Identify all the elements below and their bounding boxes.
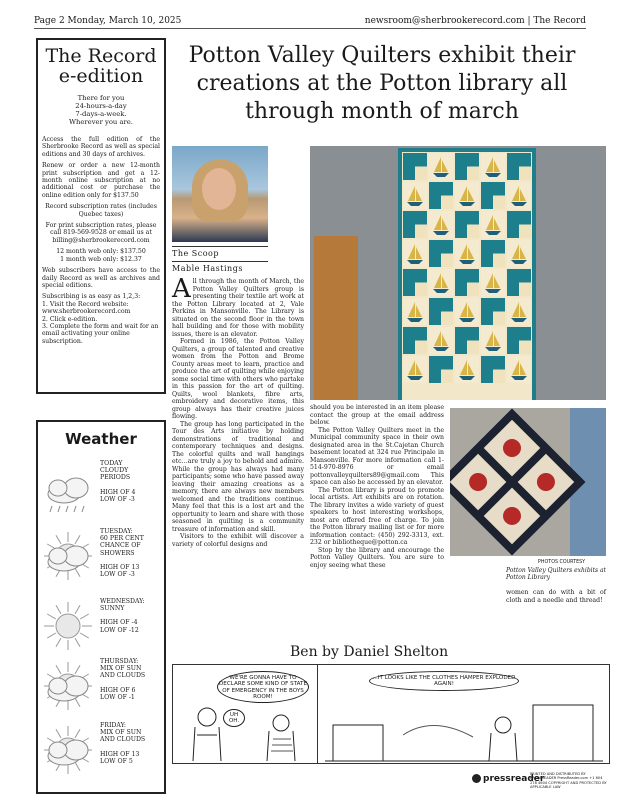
footer-brand: pressreader [483, 774, 545, 784]
sidebar-rates: 12 month web only: $137.50 1 month web only: $12.37 [56, 248, 146, 263]
wall-quilt-photo [450, 408, 606, 556]
title-line-1: The Record [45, 45, 157, 67]
weather-day [38, 526, 164, 606]
tagline-line: Wherever you are. [69, 118, 133, 126]
article-paragraph: The Potton library is proud to promote local artists. Art exhibits are on rotation. The library invites a wide variety of guest speakers to host interesting workshops, most are offered free of charge. To join the Potton library mailing list or for more information contact: (450) 292-3313, ext. 232 or bibliotheque@potton.ca [310, 486, 444, 546]
sidebar-paragraph: Record subscription rates (includes Quebec taxes) [45, 203, 157, 218]
sidebar-paragraph: Renew or order a new 12-month print subscription and get a 12-month online subscription at no additional cost or purchase the online edition only for $137.50 [42, 162, 160, 199]
weather-label: TODAY CLOUDY PERIODS [100, 460, 131, 482]
weather-high: HIGH OF 4 [100, 488, 136, 496]
photo-caption: Potton Valley Quilters exhibits at Potton Library [506, 567, 606, 581]
weather-high: HIGH OF 13 [100, 750, 140, 758]
article-paragraph: women can do with a bit of cloth and a needle and thread! [506, 589, 606, 604]
page-date: Page 2 Monday, March 10, 2025 [34, 16, 182, 26]
weather-title: Weather [65, 430, 137, 448]
article-paragraph: Formed in 1986, the Potton Valley Quilters, a group of talented and creative women from the Potton and Brome County areas meet to learn, practice and produce the art of quilting while enjoying some social time with others who partake in this passion for the art of quilting. Quilts, wool blankets, fibre arts, embroidery and decorative items, this group always has their creative juices flowing. [172, 338, 304, 420]
weather-forecast [100, 658, 162, 701]
sun-cloud-icon [40, 656, 98, 714]
article-paragraph: Stop by the library and encourage the Potton Valley Quilters. You are sure to enjoy seeing what these [310, 546, 444, 569]
page-header [34, 14, 586, 29]
weather-low: LOW OF -1 [100, 693, 135, 701]
byline: Mable Hastings [172, 261, 268, 273]
weather-high: HIGH OF -4 [100, 619, 138, 627]
speech-bubble: UH OH. [223, 709, 245, 727]
article-column-1 [172, 274, 304, 548]
article-column-2 [310, 404, 444, 569]
weather-forecast [100, 528, 162, 578]
e-edition-tagline [38, 94, 164, 126]
section-label: The Scoop [172, 246, 268, 258]
sidebar-paragraph: Web subscribers have access to the daily Record as well as archives and special editions. [42, 267, 160, 289]
weather-high: HIGH OF 6 [100, 686, 136, 694]
comic-title: Ben by Daniel Shelton [290, 644, 449, 660]
photo-credit: PHOTOS COURTESY [538, 560, 586, 565]
weather-box [36, 420, 166, 794]
weather-label: TUESDAY: 60 PER CENT CHANCE OF SHOWERS [100, 528, 144, 557]
weather-forecast [100, 460, 162, 503]
sidebar-steps: Subscribing is as easy as 1,2,3: 1. Visit the Record website: www.sherbrookerecord.com 2. Click e-edition. 3. Complete the form and wait for an email activating your online subscription. [42, 293, 159, 345]
weather-label: WEDNESDAY: SUNNY [100, 598, 145, 613]
sun-cloud-icon [40, 720, 98, 778]
e-edition-title [38, 46, 164, 86]
title-line-2: e-edition [58, 65, 144, 87]
tagline-line: 7-days-a-week. [75, 110, 127, 118]
footer-fineprint: PRINTED AND DISTRIBUTED BY PRESSREADER PressReader.com +1 604 278 4604 COPYRIGHT AND PROTECTED BY APPLICABLE LAW [530, 772, 607, 789]
weather-low: LOW OF -3 [100, 495, 135, 503]
quilt-photo [310, 146, 606, 400]
header-email[interactable]: newsroom@sherbrookerecord.com | The Record [364, 16, 586, 26]
article-headline: Potton Valley Quilters exhibit their creations at the Potton library all through month of march [188, 43, 576, 124]
cloud-icon [40, 458, 98, 516]
article-column-3 [506, 589, 606, 604]
sidebar-paragraph: Access the full edition of the Sherbrooke Record as well as special editions and 30 days of archives. [42, 136, 160, 158]
article-paragraph: The group has long participated in the Tour des Arts initiative by holding demonstrations of traditional and contemporary techniques and designs. The colorful quilts and wall hangings etc…are truly a joy to behold and admire. While the group has always had many participants; some who have passed away leaving their amazing creations as a memory, there are always new members welcomed and the traditions continue. Many feel that this is a lost art and the opportunity to learn and share with those seasoned in quilting is a community treasure of information and skill. [172, 420, 304, 533]
pressreader-icon [472, 774, 481, 783]
tagline-line: 24-hours-a-day [75, 102, 127, 110]
sun-cloud-icon [40, 526, 98, 584]
article-paragraph: Visitors to the exhibit will discover a variety of colorful designs and [172, 533, 304, 548]
sidebar-paragraph: For print subscription rates, please call 819-569-9528 or email us at billing@sherbrookerecord.com [45, 222, 157, 244]
weather-low: LOW OF -12 [100, 626, 139, 634]
weather-low: LOW OF -3 [100, 571, 135, 579]
comic-strip [172, 664, 610, 764]
speech-bubble: ...IT LOOKS LIKE THE CLOTHES HAMPER EXPLODED AGAIN! [369, 671, 519, 691]
sun-icon [40, 596, 98, 654]
weather-low: LOW OF 5 [100, 757, 133, 765]
weather-high: HIGH OF 13 [100, 563, 140, 571]
author-photo [172, 146, 268, 242]
weather-forecast [100, 722, 162, 765]
article-paragraph: The Potton Valley Quilters meet in the Municipal community space in their own designated area in the St.Cajetan Church basement located at 324 rue Principale in Mansonville. For more information call 1-514-970-8976 or email pottonvalleyquilters89@gmail.com This space can also be accessed by an elevator. [310, 426, 444, 486]
weather-label: THURSDAY: MIX OF SUN AND CLOUDS [100, 658, 146, 680]
article-section [172, 246, 268, 276]
weather-day [38, 720, 164, 800]
weather-forecast [100, 598, 162, 634]
tagline-line: There for you [77, 94, 125, 102]
article-paragraph: All through the month of March, the Potton Valley Quilters group is presenting their textile art work at the Potton Library located at 2, Vale Perkins in Mansonville. The Library is situated on the second floor in the town hall building and for those with mobility issues, there is an elevator. [172, 274, 304, 338]
weather-label: FRIDAY: MIX OF SUN AND CLOUDS [100, 722, 146, 744]
article-paragraph: should you be interested in an item please contact the group at the email address below. [310, 404, 444, 426]
e-edition-box [36, 38, 166, 394]
speech-bubble: WE'RE GONNA HAVE TO DECLARE SOME KIND OF STATE OF EMERGENCY IN THE BOYS ROOM! [217, 671, 309, 703]
